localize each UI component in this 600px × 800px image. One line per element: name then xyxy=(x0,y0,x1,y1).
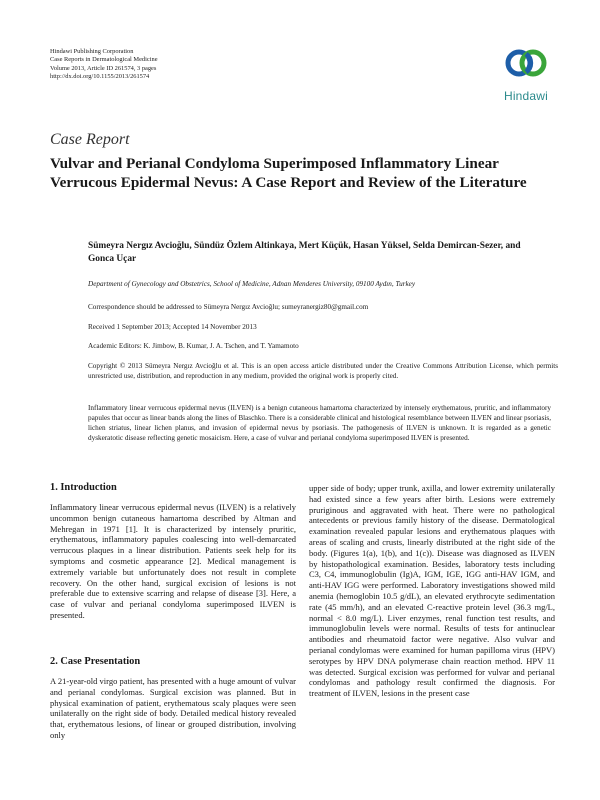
correspondence: Correspondence should be addressed to Sümeyra Nergız Avcioğlu; sumeyranergiz80@gmail.com xyxy=(88,303,369,311)
case-presentation-heading: 2. Case Presentation xyxy=(50,656,141,667)
volume-line: Volume 2013, Article ID 261574, 3 pages xyxy=(50,64,157,72)
academic-editors: Academic Editors: K. Jimbow, B. Kumar, J. A. Tschen, and T. Yamamoto xyxy=(88,342,299,350)
case-presentation-continued: upper side of body; upper trunk, axilla, and lower extremity unilaterally had existed since a few years after birth. Lesions were extremely pruriginous and aggravated with heat. There were no pathological antecedents or previous family history of the disease. Dermatological examination revealed papular lesions and erythematous plaques with areas of scaling and crusts, linearly distributed at the right side of the body. (Figures 1(a), 1(b), and 1(c)). Disease was diagnosed as ILVEN by histopathological examination. Besides, laboratory tests including C3, C4, immunoglobulin (Ig)A, IGM, IGE, IGG anti-HAV IGM, and anti-HAV IGG were performed. Laboratory investigations showed mild anemia (hemoglobin 10.5 g/dL), an elevated erythrocyte sedimentation rate (45 mm/h), and an elevated C-reactive protein level (36.3 mg/L, normal < 8.0 mg/L). Liver enzymes, renal function test results, and immunoglobulin levels were normal. Results of tests for antinuclear antibodies and rheumatoid factor were negative. Also vulvar and perianal condylomas were examined for human papilloma virus (HPV) serotypes by HPV DNA polymerase chain reaction method. HPV 11 was detected. Surgical excision was performed for vulvar and perianal condylomas and pathology result confirmed the diagnosis. For treatment of ILVEN, lesions in the present case xyxy=(309,483,555,699)
hindawi-logo-icon xyxy=(498,45,554,89)
copyright-notice: Copyright © 2013 Sümeyra Nergız Avcioğlu et al. This is an open access article distributed under the Creative Commons Attribution License, which permits unrestricted use, distribution, and reproduction in any medium, provided the original work is properly cited. xyxy=(88,362,558,380)
publisher: Hindawi Publishing Corporation xyxy=(50,48,134,55)
hindawi-logo xyxy=(498,45,554,105)
introduction-paragraph: Inflammatory linear verrucous epidermal nevus (ILVEN) is a relatively uncommon benign cutaneous hamartoma described by Altman and Mehregan in 1971 [1]. It is characterized by intensely pruritic, erythematous, inflammatory papules coalescing into well-demarcated verrucous plaques in a linear distribution. Patients seek help for its symptoms and cosmetic appearance [2]. Medical management is extremely variable but unfortunately does not result in complete recovery. On the other hand, surgical excision of lesions is not preferable due to extensive scarring and relapse of disease [3]. Here, a case of vulvar and perianal condyloma superimposed ILVEN is presented. xyxy=(50,502,296,620)
journal-name: Case Reports in Dermatological Medicine xyxy=(50,56,158,64)
article-title: Vulvar and Perianal Condyloma Superimposed Inflammatory Linear Verrucous Epidermal Nevus: A Case Report and Review of the Literature xyxy=(50,155,527,191)
abstract: Inflammatory linear verrucous epidermal nevus (ILVEN) is a benign cutaneous hamartoma characterized by intensely erythematous, pruritic, and inflammatory papules that occur as linear bands along the lines of Blaschko. There is a considerable clinical and histological resemblance between ILVEN and linear psoriasis, lichen striatus, linear lichen planus, and invasion of epidermal nevus by psoriasis. The pathogenesis of ILVEN is unknown. It is regarded as a genetic dyskeratotic disease reflecting genetic mosaicism. Here, a case of vulvar and perianal condyloma superimposed ILVEN is presented. xyxy=(88,404,551,442)
affiliation: Department of Gynecology and Obstetrics, School of Medicine, Adnan Menderes University, 09100 Aydın, Turkey xyxy=(88,280,416,288)
received-dates: Received 1 September 2013; Accepted 14 November 2013 xyxy=(88,323,257,331)
doi-link[interactable]: http://dx.doi.org/10.1155/2013/261574 xyxy=(50,72,150,80)
article-type: Case Report xyxy=(50,131,130,148)
introduction-heading: 1. Introduction xyxy=(50,482,117,493)
logo-text: Hindawi xyxy=(503,89,549,103)
journal-meta xyxy=(50,48,158,81)
author-list: Sümeyra Nergız Avcioğlu, Sündüz Özlem Altinkaya, Mert Küçük, Hasan Yüksel, Selda Demircan-Sezer, and Gonca Uçar xyxy=(88,241,521,265)
case-presentation-paragraph: A 21-year-old virgo patient, has presented with a huge amount of vulvar and perianal condylomas. Surgical excision was planned. But in physical examination of patient, erythematous scaly plaques were seen unilaterally on the right side of body. Detailed medical history revealed that, erythematous lesions, of linear or grouped distribution, involving only xyxy=(50,676,296,740)
